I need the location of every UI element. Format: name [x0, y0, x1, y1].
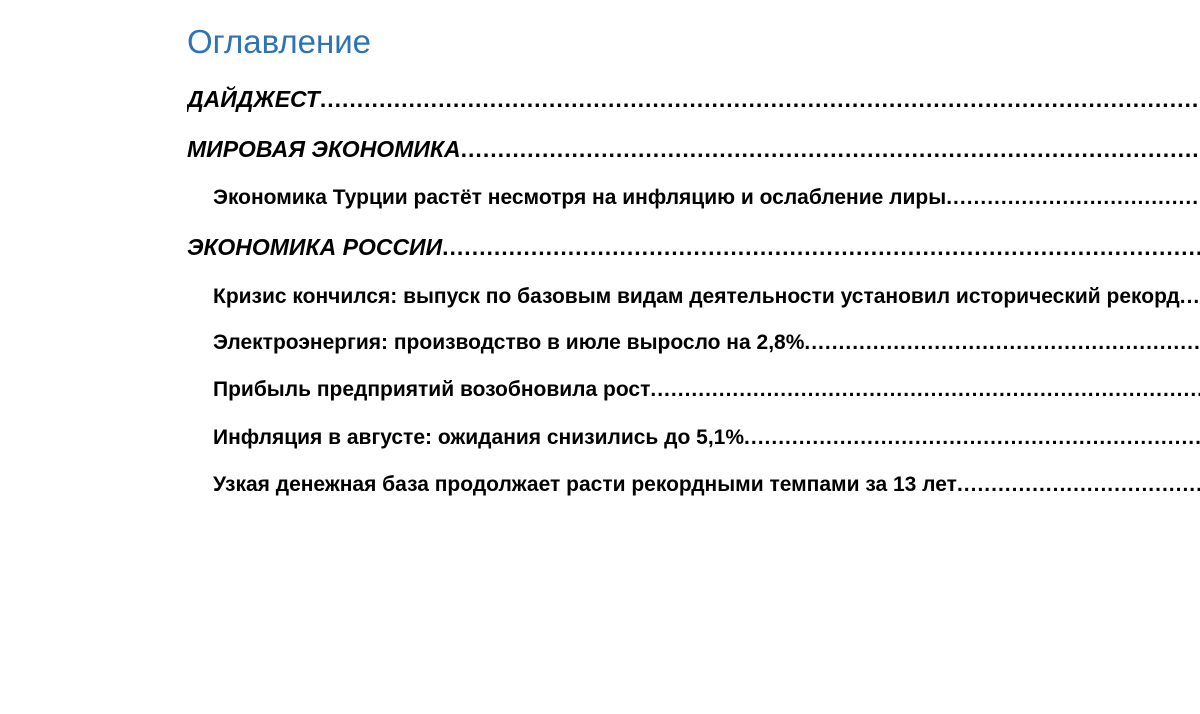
- toc-dot-leader: [957, 470, 1200, 500]
- toc-dot-leader: [461, 134, 1200, 164]
- toc-entry-text: МИРОВАЯ ЭКОНОМИКА: [187, 136, 461, 162]
- toc-entry-turkey-economy[interactable]: [213, 183, 1200, 213]
- toc-entry-text: Электроэнергия: производство в июле выросло на 2,8%: [213, 331, 805, 354]
- toc-dot-leader: [1180, 282, 1200, 312]
- toc-entry-text: Прибыль предприятий возобновила рост: [213, 378, 651, 401]
- toc-dot-leader: [804, 328, 1200, 358]
- toc-entry-text: ЭКОНОМИКА РОССИИ: [187, 234, 443, 260]
- toc-entry-text: Экономика Турции растёт несмотря на инфляцию и ослабление лиры: [213, 186, 947, 209]
- toc-entry-text: ДАЙДЖЕСТ: [187, 86, 320, 112]
- toc-entry-russia-economy[interactable]: [187, 232, 1200, 262]
- toc-entry-profits[interactable]: [213, 375, 1200, 405]
- toc-dot-leader: [650, 375, 1200, 405]
- toc-entry-text: Кризис кончился: выпуск по базовым видам деятельности установил исторический рекорд: [213, 285, 1180, 308]
- toc-title: Оглавление: [187, 23, 371, 60]
- toc-entry-money-base[interactable]: [213, 470, 1200, 500]
- toc-entry-inflation[interactable]: [213, 423, 1200, 453]
- toc-dot-leader: [320, 84, 1200, 114]
- toc-entry-world-economy[interactable]: [187, 134, 1200, 164]
- toc-dot-leader: [946, 183, 1200, 213]
- toc-entry-crisis-ended[interactable]: [213, 282, 1200, 312]
- toc-dot-leader: [442, 232, 1200, 262]
- toc-entry-digest[interactable]: [187, 84, 1200, 114]
- toc-entry-text: Инфляция в августе: ожидания снизились до 5,1%: [213, 426, 745, 449]
- toc-dot-leader: [744, 423, 1200, 453]
- toc-entry-electricity[interactable]: [213, 328, 1200, 358]
- toc-entry-text: Узкая денежная база продолжает расти рекордными темпами за 13 лет: [213, 473, 957, 496]
